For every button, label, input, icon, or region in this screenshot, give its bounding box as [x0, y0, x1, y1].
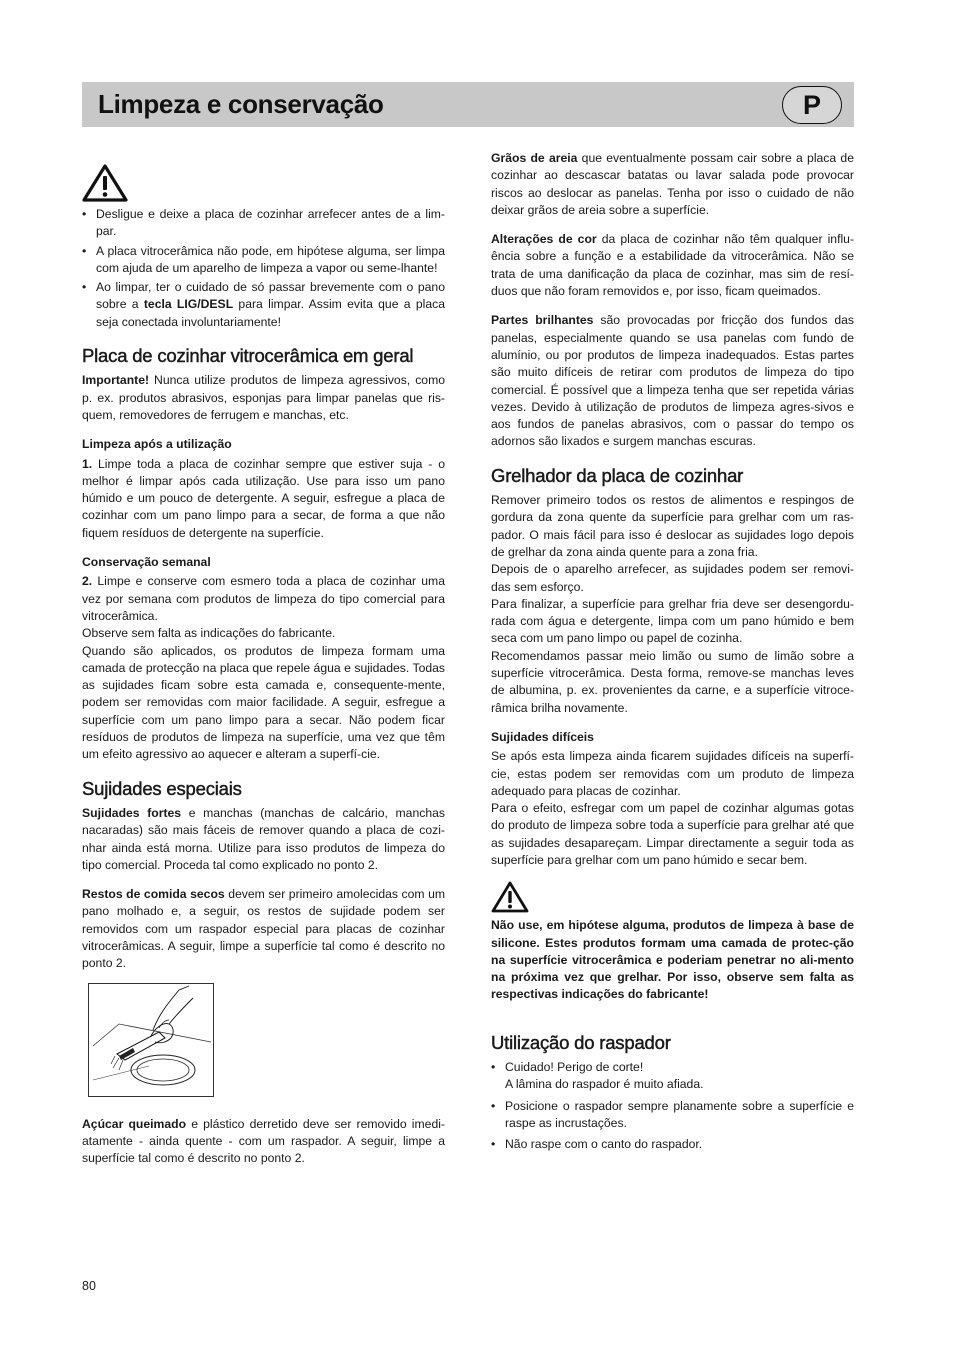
- weekly-protection-paragraph: Quando são aplicados, os produtos de limpeza formam uma camada de protecção na placa que repele água e sujidades. Todas as sujidades ficam sobre esta camada e, consequente-mente, podem ser removidas com maior facilidade. A seguir, esfregue a superfície com um pano limpo para a secar. Não podem ficar resíduos de produtos de limpeza na superfície, uma vez que têm um efeito agressivo ao aquecer e alteram a superfí-cie.: [82, 643, 445, 762]
- scraper-bullet-list: [491, 1059, 854, 1153]
- section-heading-general: Placa de cozinhar vitrocerâmica em geral: [82, 345, 414, 367]
- weekly-paragraph: 2. Limpe e conserve com esmero toda a placa de cozinhar uma vez por semana com produtos de limpeza do tipo comercial para vitrocerâmica.: [82, 574, 445, 623]
- section-heading-grill: Grelhador da placa de cozinhar: [491, 464, 744, 486]
- subheading-after-use: Limpeza após a utilização: [82, 437, 232, 452]
- difficult-paragraph-1: Se após esta limpeza ainda ficarem sujidades difíceis na superfí-cie, estas podem ser removidas com um produto de limpeza adequado para placas de cozinhar.: [491, 749, 854, 798]
- grill-paragraph-4: Recomendamos passar meio limão ou sumo de limão sobre a superfície vitrocerâmica. Desta forma, remove-se manchas leves de albumina, p. ex. provenientes da carne, e a superfície vitroce-râmica brilha novamente.: [491, 648, 854, 715]
- onoff-key-label: tecla LIG/DESL: [143, 297, 234, 312]
- subheading-weekly: Conservação semanal: [82, 555, 211, 570]
- weekly-note: Observe sem falta as indicações do fabricante.: [82, 626, 336, 641]
- list-item: • A placa vitrocerâmica não pode, em hipótese alguma, ser limpa com ajuda de um aparelho de limpeza a vapor ou seme-lhante!: [82, 243, 445, 278]
- scraper-illustration: [88, 983, 214, 1097]
- burnt-sugar-paragraph: Açúcar queimado e plástico derretido deve ser removido imedi-atamente - ainda quente - com um raspador. A seguir, limpe a superfície tal como é descrito no ponto 2.: [82, 1116, 445, 1166]
- important-paragraph: Importante! Nunca utilize produtos de limpeza agressivos, como p. ex. produtos abrasivos, esponjas para limpar panelas que ris-quem, removedores de ferrugem e manchas, etc.: [82, 373, 445, 422]
- subheading-difficult: Sujidades difíceis: [491, 729, 594, 744]
- section-heading-special: Sujidades especiais: [82, 777, 242, 799]
- color-changes-paragraph: Alterações de cor da placa de cozinhar não têm qualquer influ-ência sobre a função e a estabilidade da vitrocerâmica. Não se trata de uma danificação da placa de cozinhar, mas sim de resí-duos que não foram removidos e, por isso, ficam queimados.: [491, 232, 854, 299]
- list-item: • Cuidado! Perigo de corte! A lâmina do raspador é muito afiada.: [491, 1059, 854, 1094]
- section-heading-scraper: Utilização do raspador: [491, 1031, 671, 1053]
- food-remains-paragraph: Restos de comida secos devem ser primeiro amolecidas com um pano molhado e, a seguir, os restos de sujidade podem ser removidos com um raspador especial para placas de cozinhar vitrocerâmicas. A seguir, limpe a superfície tal como é descrito no ponto 2.: [82, 887, 445, 971]
- warning-triangle-icon: [491, 881, 529, 913]
- grill-paragraph-2: Depois de o aparelho arrefecer, as sujidades podem ser removi-das sem esforço.: [491, 562, 854, 594]
- page-title: Limpeza e conservação: [98, 89, 384, 119]
- list-item: • Não raspe com o canto do raspador.: [491, 1136, 854, 1153]
- grill-paragraph-3: Para finalizar, a superfície para grelhar fria deve ser desengordu-rada com água e detergente, limpa com um pano húmido e bem seca com um pano limpo ou papel de cozinha.: [491, 596, 854, 646]
- safety-bullet-list: [82, 206, 445, 331]
- grill-paragraph-1: Remover primeiro todos os restos de alimentos e respingos de gordura da zona quente da superfície para grelhar com um ras-pador. O mais fácil para isso é deslocar as sujidades logo depois de grelhar da zona ainda quente para a zona fria.: [491, 493, 854, 559]
- strong-dirt-paragraph: Sujidades fortes e manchas (manchas de calcário, manchas nacaradas) são mais fáceis de remover quando a placa de cozi-nhar ainda está morna. Utilize para isso produtos de limpeza do tipo comercial. Proceda tal como explicado no ponto 2.: [82, 805, 445, 872]
- list-item: • Desligue e deixe a placa de cozinhar arrefecer antes de a lim-par.: [82, 206, 445, 241]
- list-item: • Ao limpar, ter o cuidado de só passar brevemente com o pano sobre a tecla LIG/DESL para limpar. Assim evita que a placa seja conectada involuntariamente!: [82, 279, 445, 331]
- language-badge: P: [782, 86, 842, 124]
- left-column: [82, 150, 445, 1180]
- after-use-paragraph: 1. Limpe toda a placa de cozinhar sempre que estiver suja - o melhor é limpar após cada utilização. Use para isso um pano húmido e um pouco de detergente. A seguir, esfregue a placa de cozinhar com um pano limpo para a secar, de forma a que não fiquem resíduos de detergente na superfície.: [82, 456, 445, 540]
- header-bar: [82, 82, 854, 127]
- sand-grains-paragraph: Grãos de areia que eventualmente possam cair sobre a placa de cozinhar ao descascar batatas ou lavar salada pode provocar riscos ao deslocar as panelas. Tenha por isso o cuidado de não deixar grãos de areia sobre a superfície.: [491, 151, 854, 217]
- page-number: 80: [82, 1279, 96, 1293]
- difficult-paragraph-2: Para o efeito, esfregar com um papel de cozinhar algumas gotas do produto de limpeza sobre toda a superfície para grelhar até que as sujidades desapareçam. Limpar directamente a seguir toda as superfície para grelhar com um pano húmido e secar bem.: [491, 801, 854, 867]
- right-column: [491, 150, 854, 1164]
- warning-triangle-icon: [82, 164, 128, 202]
- list-item: • Posicione o raspador sempre planamente sobre a superfície e raspe as incrustações.: [491, 1098, 854, 1133]
- shiny-parts-paragraph: Partes brilhantes são provocadas por fricção dos fundos das panelas, especialmente quando se usa panelas com fundo de alumínio, ou por produtos de limpeza inadequados. Estas partes são muito difíceis de retirar com produtos de limpeza do tipo comercial. É possível que a limpeza tenha que ser repetida várias vezes. Devido à utilização de produtos de limpeza agres-sivos e aos fundos de panelas abrasivos, com o passar do tempo os adornos são lixados e surgem manchas escuras.: [491, 313, 854, 449]
- silicone-warning: Não use, em hipótese alguma, produtos de limpeza à base de silicone. Estes produtos formam uma camada de protec-ção na superfície vitrocerâmica e poderiam penetrar no ali-mento na próxima vez que grelhar. Por isso, observe sem falta as respectivas indicações do fabricante!: [491, 918, 854, 1002]
